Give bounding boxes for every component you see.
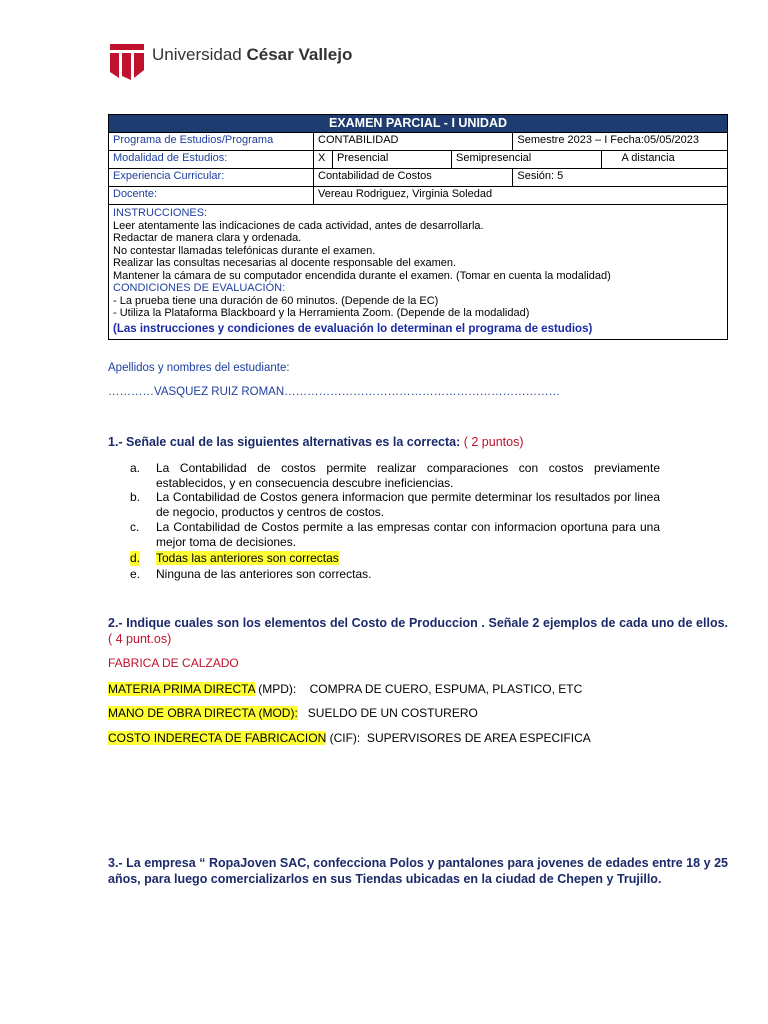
instruction-line: Mantener la cámara de su computador encendida durante el examen. (Tomar en cuenta la modalidad) <box>113 269 611 282</box>
university-name-prefix: Universidad <box>152 45 247 64</box>
instructions-cell <box>109 205 728 340</box>
option-letter: c. <box>130 520 140 534</box>
cost-element-example: SUPERVISORES DE AREA ESPECIFICA <box>360 731 591 745</box>
cost-element-example: COMPRA DE CUERO, ESPUMA, PLASTICO, ETC <box>296 682 583 696</box>
question-1 <box>108 435 728 449</box>
modalidad-label: Modalidad de Estudios: <box>109 151 314 169</box>
question-2-points: ( 4 punt.os) <box>108 632 172 646</box>
q1-option-a <box>130 461 660 490</box>
option-text: La Contabilidad de Costos genera informacion que permite determinar los resultados por linea de negocio, productos y centros de costos. <box>156 490 660 519</box>
option-letter: b. <box>130 490 141 504</box>
cost-element-term: MATERIA PRIMA DIRECTA <box>108 682 255 696</box>
student-name: …………VASQUEZ RUIZ ROMAN……………………………………………………………… <box>108 386 561 398</box>
condition-line: - La prueba tiene una duración de 60 minutos. (Depende de la EC) <box>113 294 439 307</box>
cost-element-mpd <box>108 682 582 697</box>
university-logo-icon <box>110 44 144 80</box>
instruction-line: Leer atentamente las indicaciones de cada actividad, antes de desarrollarla. <box>113 219 484 232</box>
university-name-bold: César Vallejo <box>246 45 353 64</box>
instructions-note: (Las instrucciones y condiciones de evaluación lo determinan el programa de estudios) <box>113 322 593 335</box>
docente-label: Docente: <box>109 187 314 205</box>
conditions-heading: CONDICIONES DE EVALUACIÓN: <box>113 282 286 294</box>
cost-element-term: MANO DE OBRA DIRECTA (MOD): <box>108 706 298 720</box>
q1-option-e <box>130 567 660 582</box>
cost-element-abbr: (MPD): <box>254 682 297 696</box>
option-text: La Contabilidad de Costos permite a las empresas contar con informacion oportuna para una mejor toma de decisiones. <box>156 520 660 549</box>
cost-element-example: SUELDO DE UN COSTURERO <box>297 706 478 720</box>
student-label: Apellidos y nombres del estudiante: <box>108 362 290 374</box>
modalidad-mark: X <box>314 151 333 169</box>
q1-option-b <box>130 490 660 519</box>
exam-title: EXAMEN PARCIAL - I UNIDAD <box>109 115 728 133</box>
question-3: 3.- La empresa “ RopaJoven SAC, confecciona Polos y pantalones para jovenes de edades entre 18 y 25 años, para luego comercializarlos en sus Tiendas ubicadas en la ciudad de Chepen y Trujillo. <box>108 856 728 886</box>
docente-value: Vereau Rodriguez, Virginia Soledad <box>314 187 728 205</box>
modalidad-presencial: Presencial <box>333 151 452 169</box>
exam-header-table <box>108 114 728 340</box>
question-1-points: ( 2 puntos) <box>463 435 524 449</box>
experiencia-label: Experiencia Curricular: <box>109 169 314 187</box>
university-name <box>152 45 352 65</box>
cost-element-cif <box>108 731 591 746</box>
semestre-fecha: Semestre 2023 – I Fecha:05/05/2023 <box>513 133 728 151</box>
option-text-highlighted: Todas las anteriores son correctas <box>156 551 339 565</box>
programa-value: CONTABILIDAD <box>314 133 513 151</box>
modalidad-semipresencial: Semipresencial <box>452 151 602 169</box>
company-heading: FABRICA DE CALZADO <box>108 656 239 670</box>
instruction-line: No contestar llamadas telefónicas durante el examen. <box>113 244 376 257</box>
question-2-text: 2.- Indique cuales son los elementos del Costo de Produccion . Señale 2 ejemplos de cada uno de ellos. <box>108 616 728 630</box>
option-text: La Contabilidad de costos permite realizar comparaciones con costos previamente establecidos, y en consecuencia descubre ineficiencias. <box>156 461 660 490</box>
question-1-text: 1.- Señale cual de las siguientes alternativas es la correcta: <box>108 435 461 449</box>
question-2 <box>108 615 728 647</box>
experiencia-value: Contabilidad de Costos <box>314 169 513 187</box>
condition-line: - Utiliza la Plataforma Blackboard y la Herramienta Zoom. (Depende de la modalidad) <box>113 307 530 319</box>
q1-option-d <box>130 551 660 566</box>
q1-option-c <box>130 520 660 549</box>
modalidad-distancia: A distancia <box>601 151 728 169</box>
option-letter: a. <box>130 461 141 475</box>
instruction-line: Realizar las consultas necesarias al docente responsable del examen. <box>113 257 457 269</box>
programa-label: Programa de Estudios/Programa <box>109 133 314 151</box>
cost-element-abbr: (CIF): <box>326 731 361 745</box>
instruction-line: Redactar de manera clara y ordenada. <box>113 232 302 244</box>
cost-element-mod <box>108 706 478 721</box>
option-letter: d. <box>130 551 141 565</box>
cost-element-term: COSTO INDERECTA DE FABRICACION <box>108 731 327 745</box>
option-letter: e. <box>130 567 141 581</box>
sesion: Sesión: 5 <box>513 169 728 187</box>
instructions-heading: INSTRUCCIONES: <box>113 207 208 219</box>
option-text: Ninguna de las anteriores son correctas. <box>156 567 372 581</box>
